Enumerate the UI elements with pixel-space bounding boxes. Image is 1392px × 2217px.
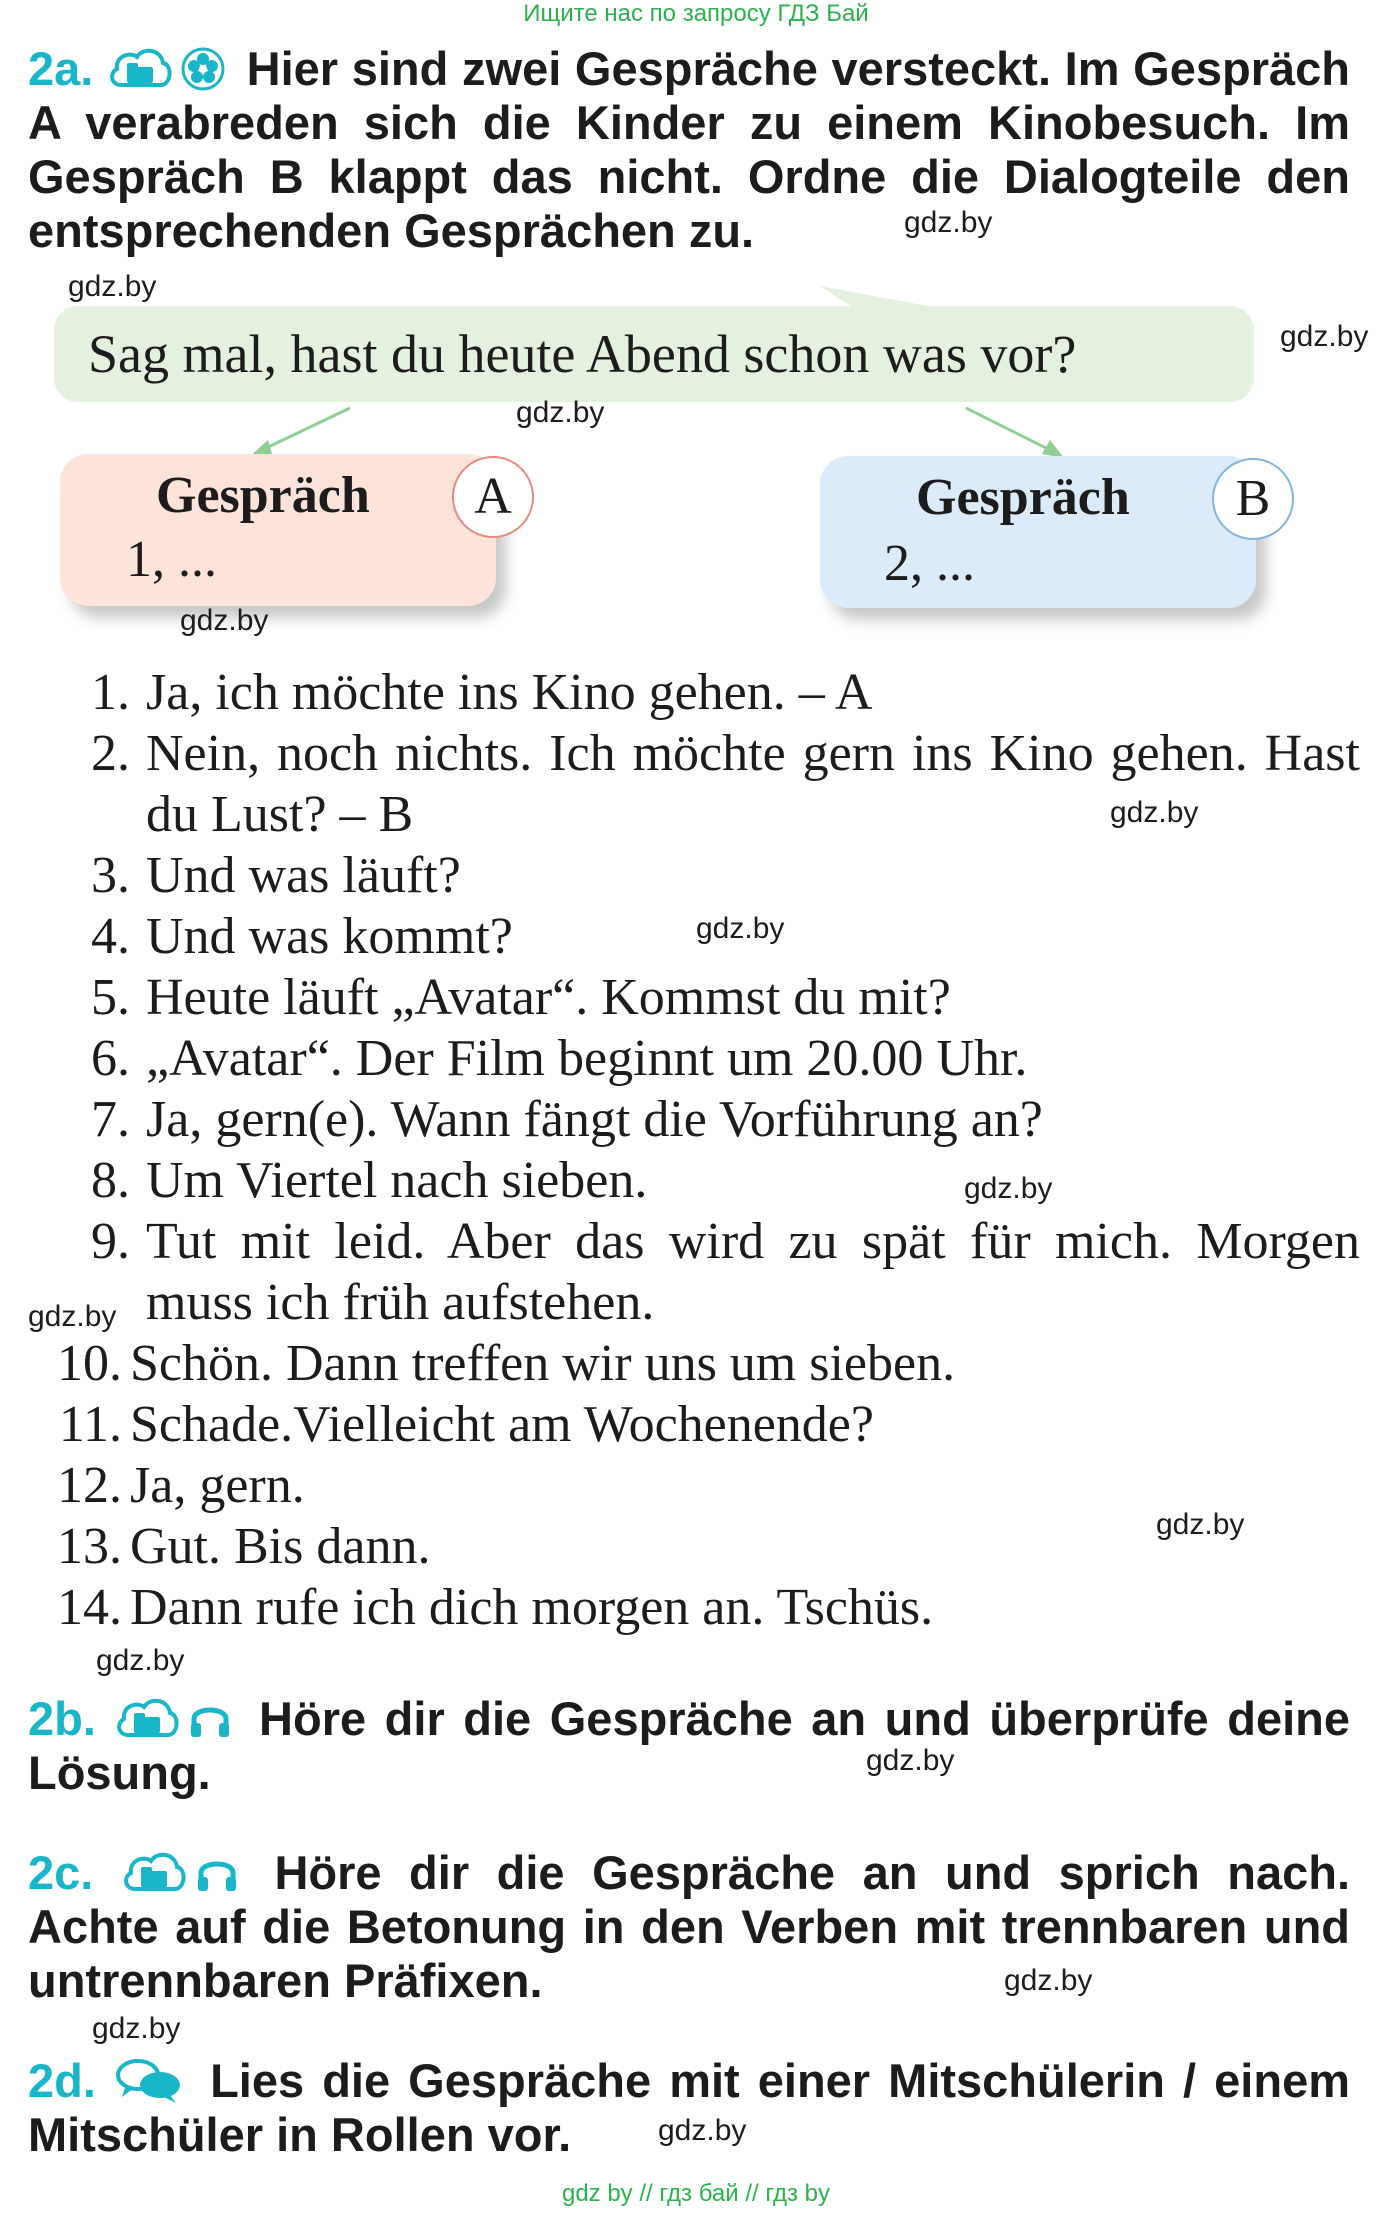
watermark: gdz.by (180, 604, 269, 637)
item-number: 13. (57, 1518, 122, 1575)
list-item (30, 1394, 1360, 1455)
item-number: 7. (91, 1091, 130, 1148)
cloud-folder-icon (114, 1695, 180, 1741)
watermark: gdz.by (1156, 1508, 1245, 1541)
search-hint-link[interactable]: Ищите нас по запросу ГДЗ Бай (523, 0, 869, 27)
badge-a: A (452, 456, 534, 538)
item-text: Schade.Vielleicht am Wochenende? (130, 1396, 874, 1453)
item-number: 5. (91, 969, 130, 1026)
watermark: gdz.by (696, 912, 785, 945)
arrow-to-a (262, 408, 350, 450)
speech-bubbles-icon (114, 2057, 184, 2103)
task-2c (28, 1846, 1350, 2008)
conversation-a-title: Gespräch (156, 467, 370, 524)
conversation-b-title: Gespräch (916, 469, 1130, 526)
item-number: 4. (91, 908, 130, 965)
headphones-icon (188, 1697, 232, 1741)
arrow-to-b (966, 408, 1050, 450)
speech-bubble-text: Sag mal, hast du heute Abend schon was vor? (88, 324, 1077, 384)
item-text: Ja, gern(e). Wann fängt die Vorführung an? (146, 1091, 1043, 1148)
item-number: 9. (91, 1213, 130, 1270)
item-text: Ja, ich möchte ins Kino gehen. – A (146, 664, 873, 721)
item-number: 2. (91, 725, 130, 782)
item-text: Ja, gern. (130, 1457, 305, 1514)
watermark: gdz.by (96, 1644, 185, 1677)
watermark: gdz.by (1110, 796, 1199, 829)
footer-link[interactable]: gdz by // гдз бай // гдз by (561, 2180, 831, 2207)
list-item (30, 1455, 1360, 1516)
task-number: 2a. (28, 42, 94, 95)
task-text: Hier sind zwei Gespräche versteckt. Im Gespräch A verabreden sich die Kinder zu einem Kinobesuch. Im Gespräch B klappt das nicht. Ordne die Dialogteile den entsprechenden Gesprächen zu. (28, 42, 1350, 257)
item-number: 11. (58, 1396, 122, 1453)
task-number: 2d. (28, 2054, 96, 2107)
cloud-folder-icon (121, 1849, 187, 1895)
list-item (30, 967, 1360, 1028)
task-number: 2b. (28, 1692, 96, 1745)
item-text: Tut mit leid. Aber das wird zu spät für mich. Morgen muss ich früh aufstehen. (146, 1213, 1360, 1331)
task-text: Lies die Gespräche mit einer Mitschülerin / einem Mitschüler in Rollen vor. (28, 2054, 1351, 2161)
list-item (30, 1150, 1360, 1211)
conversation-a-items: 1, ... (126, 531, 217, 588)
list-item (30, 906, 1360, 967)
watermark: gdz.by (904, 206, 993, 239)
list-item (30, 1028, 1360, 1089)
watermark: gdz.by (516, 396, 605, 429)
item-number: 8. (91, 1152, 130, 1209)
item-number: 1. (91, 664, 130, 721)
item-text: Heute läuft „Avatar“. Kommst du mit? (146, 969, 951, 1026)
conversation-b-items: 2, ... (884, 535, 975, 592)
list-item (30, 662, 1360, 723)
list-item (30, 1333, 1360, 1394)
item-number: 12. (57, 1457, 122, 1514)
item-number: 3. (91, 847, 130, 904)
item-number: 10. (57, 1335, 122, 1392)
item-text: Dann rufe ich dich morgen an. Tschüs. (130, 1579, 934, 1636)
watermark: gdz.by (1004, 1964, 1093, 1997)
watermark: gdz.by (1280, 320, 1369, 353)
item-text: Und was läuft? (146, 847, 461, 904)
item-text: Nein, noch nichts. Ich möchte gern ins Kino gehen. Hast du Lust? – B (146, 725, 1360, 843)
list-item (30, 845, 1360, 906)
watermark: gdz.by (28, 1300, 117, 1333)
badge-b: B (1212, 458, 1294, 540)
list-item (30, 1089, 1360, 1150)
list-item (30, 1211, 1360, 1333)
item-text: Schön. Dann treffen wir uns um sieben. (130, 1335, 956, 1392)
watermark: gdz.by (866, 1744, 955, 1777)
watermark: gdz.by (964, 1172, 1053, 1205)
headphones-icon (195, 1851, 239, 1895)
task-text: Höre dir die Gespräche an und sprich nach. Achte auf die Betonung in den Verben mit trennbaren und untrennbaren Präfixen. (28, 1846, 1350, 2007)
task-number: 2c. (28, 1846, 94, 1899)
item-text: „Avatar“. Der Film beginnt um 20.00 Uhr. (146, 1030, 1028, 1087)
item-text: Und was kommt? (146, 908, 513, 965)
watermark: gdz.by (92, 2012, 181, 2045)
task-text: Höre dir die Gespräche an und überprüfe deine Lösung. (28, 1692, 1351, 1799)
watermark: gdz.by (658, 2114, 747, 2147)
item-text: Gut. Bis dann. (130, 1518, 431, 1575)
task-2b (28, 1692, 1350, 1800)
list-item (30, 1577, 1360, 1638)
item-text: Um Viertel nach sieben. (146, 1152, 648, 1209)
item-number: 14. (57, 1579, 122, 1636)
item-number: 6. (91, 1030, 130, 1087)
watermark: gdz.by (68, 270, 157, 303)
